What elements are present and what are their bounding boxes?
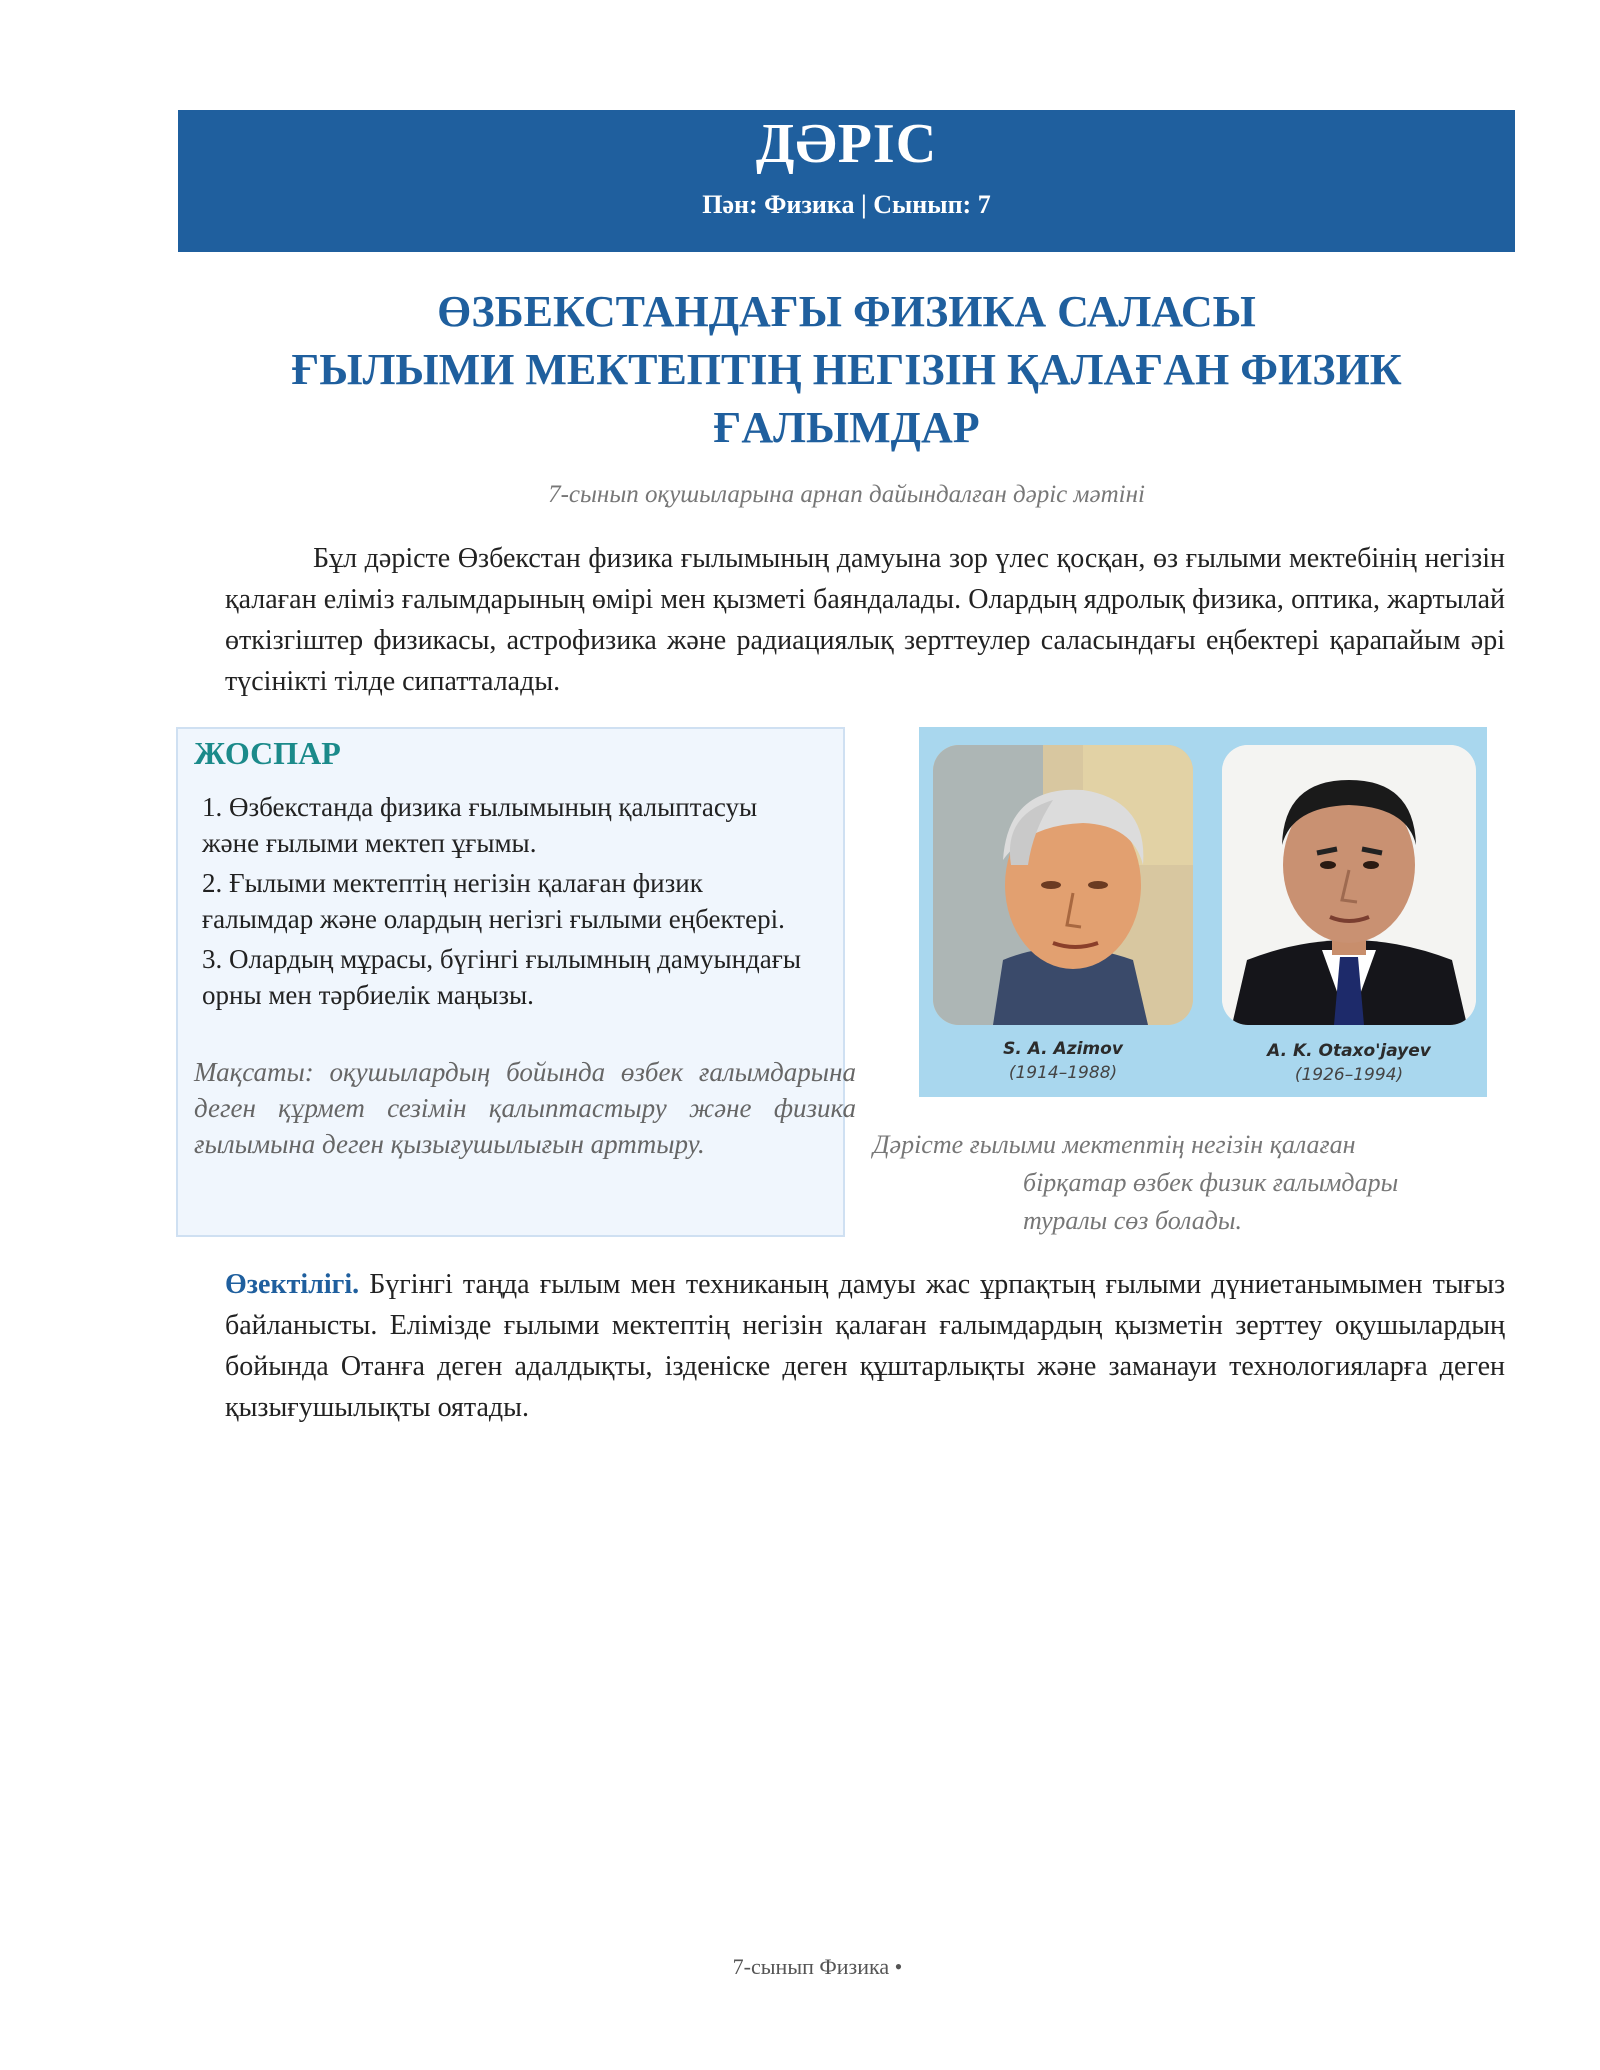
page-title-line3: ҒАЛЫМДАР (713, 403, 980, 452)
photo-caption-line2: бірқатар өзбек физик ғалымдары (1023, 1168, 1399, 1197)
photo-years-right: (1926–1994) (1294, 1065, 1404, 1085)
plan-title: ЖОСПАР (194, 735, 341, 771)
relevance-paragraph (225, 1264, 1505, 1428)
plan-item-2: 2. Ғылыми мектептің негізін қалаған физик ғалымдар және олардың негізгі ғылыми еңбектері. (202, 868, 785, 934)
plan-goal: Мақсаты: оқушылардың бойында өзбек ғалымдарына деген құрмет сезімін қалыптастыру және физика ғылымына деген қызығушылығын арттыру. (194, 1057, 856, 1159)
intro-paragraph: Бұл дәрісте Өзбекстан физика ғылымының дамуына зор үлес қосқан, өз ғылыми мектебінің негізін қалаған еліміз ғалымдарының өмірі мен қызметі баяндалады. Олардың ядролық физика, оптика, жартылай өткізгіштер физикасы, астрофизика және радиациялық зерттеулер саласындағы еңбектері қарапайым әрі түсінікті тілде сипатталады. (225, 543, 1505, 697)
header-subtitle: Пән: Физика | Сынып: 7 (702, 190, 991, 219)
photo-caption (873, 1126, 1473, 1240)
plan-box (176, 727, 856, 1237)
plan-list (202, 789, 802, 1017)
portrait-otaxojayev (1222, 745, 1476, 1025)
intro-caption: 7-сынып оқушыларына арнап дайындалған дәріс мәтіні (548, 481, 1145, 508)
photo-name-left: S. A. Azimov (1003, 1039, 1123, 1059)
header-band (178, 110, 1515, 252)
photo-years-left: (1914–1988) (1008, 1063, 1118, 1083)
photo-caption-line1: Дәрісте ғылыми мектептің негізін қалаған (873, 1130, 1356, 1159)
scientists-photo (919, 727, 1487, 1097)
page-title-line1: ӨЗБЕКСТАНДАҒЫ ФИЗИКА САЛАСЫ (437, 287, 1256, 336)
page-title-line2: ҒЫЛЫМИ МЕКТЕПТІҢ НЕГІЗІН ҚАЛАҒАН ФИЗИК (291, 345, 1402, 394)
plan-item-1: 1. Өзбекстанда физика ғылымының қалыптасуы және ғылыми мектеп ұғымы. (202, 792, 758, 858)
page-footer: 7-сынып Физика • (732, 1954, 903, 1979)
photo-caption-line3: туралы сөз болады. (1023, 1206, 1242, 1235)
page-title (178, 283, 1515, 457)
relevance-text: Бүгінгі таңда ғылым мен техниканың дамуы жас ұрпақтың ғылыми дүниетанымымен тығыз байланысты. Елімізде ғылыми мектептің негізін қалаған ғалымдардың қызметін зерттеу оқушылардың бойында Отанға деген адалдықты, ізденіске деген құштарлықты және заманауи технологияларға деген қызығушылықты оятады. (225, 1269, 1505, 1423)
photo-name-right: A. K. Otaxo'jayev (1267, 1041, 1431, 1061)
portrait-azimov-image (933, 745, 1193, 1025)
header-title: ДӘРІС (755, 113, 938, 175)
portrait-otaxojayev-image (1222, 745, 1476, 1025)
relevance-lead: Өзектілігі. (225, 1269, 360, 1300)
plan-item-3: 3. Олардың мұрасы, бүгінгі ғылымның дамуындағы орны мен тәрбиелік маңызы. (202, 944, 801, 1010)
portrait-azimov (933, 745, 1193, 1025)
